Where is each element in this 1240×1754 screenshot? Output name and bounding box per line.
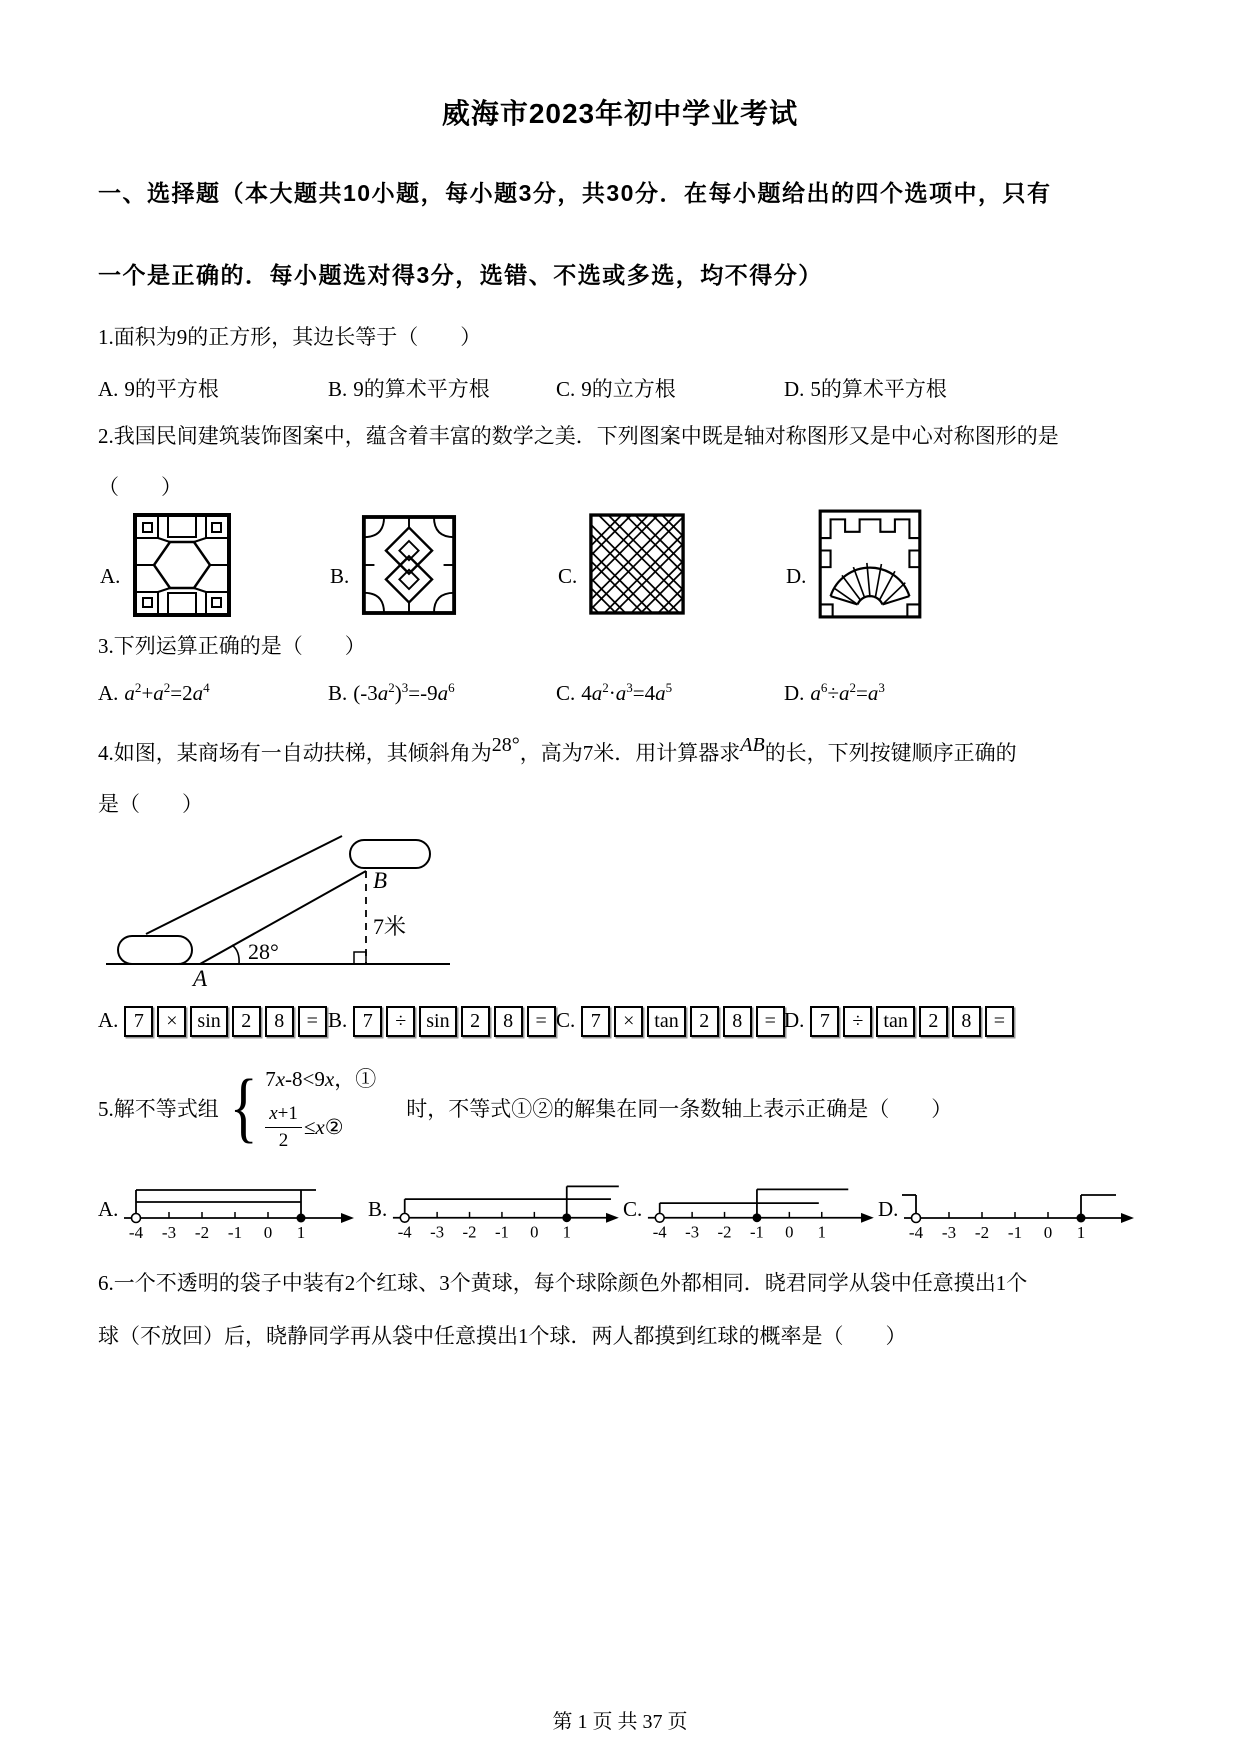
svg-text:1: 1 (1077, 1223, 1086, 1242)
question-2-stem-line1: 2.我国民间建筑装饰图案中，蕴含着丰富的数学之美．下列图案中既是轴对称图形又是中心对称图形的是 (98, 424, 1059, 448)
option-b (328, 1006, 556, 1037)
page-content (0, 92, 1240, 1350)
angle-arc (232, 945, 239, 964)
option-d (784, 373, 1142, 403)
escalator-foot (118, 936, 192, 964)
option-label: B. (328, 681, 348, 705)
inequality-2-relation: ≤x② (303, 1115, 344, 1139)
calculator-key: 7 (581, 1006, 610, 1037)
svg-text:-4: -4 (129, 1223, 144, 1242)
calculator-key: ÷ (386, 1006, 415, 1037)
option-a (98, 1168, 368, 1246)
calculator-key: 8 (265, 1006, 294, 1037)
svg-text:-1: -1 (750, 1222, 765, 1242)
option-label: A. (98, 1008, 119, 1032)
option-label: C. (556, 681, 576, 705)
option-label: D. (878, 1196, 899, 1221)
option-text: 5的算术平方根 (810, 377, 947, 401)
segment-name: AB (740, 734, 765, 756)
svg-text:-2: -2 (717, 1222, 732, 1242)
option-label: A. (98, 1196, 119, 1221)
page-footer: 第 1 页 共 37 页 (552, 1711, 688, 1733)
question-6 (98, 1270, 1142, 1350)
question-1-options (98, 373, 1142, 403)
point-a-label: A (193, 966, 208, 991)
question-2-stem-line2: （ ） (98, 475, 182, 499)
numberline-option-d (900, 1168, 1138, 1246)
option-label: D. (784, 1008, 805, 1032)
calculator-key: 2 (232, 1006, 261, 1037)
option-label: A. (98, 377, 119, 401)
option-c (556, 1006, 784, 1037)
formula: $(-3a^2)^3=-9a^6$ (353, 680, 455, 705)
calculator-key: tan (647, 1006, 685, 1037)
inequality-system (265, 1063, 376, 1152)
fraction-denominator: 2 (265, 1127, 302, 1152)
right-angle-mark (354, 952, 366, 964)
option-b (328, 680, 556, 706)
calculator-keys (810, 1006, 1017, 1037)
option-d (878, 1168, 1142, 1246)
calculator-key: 2 (919, 1006, 948, 1037)
fan-meander-pattern-image (818, 509, 922, 619)
option-d (784, 680, 1142, 706)
svg-text:-2: -2 (462, 1222, 477, 1242)
calculator-key: 7 (124, 1006, 153, 1037)
option-c (556, 509, 784, 619)
option-b (328, 509, 556, 619)
calculator-key: = (298, 1006, 327, 1037)
calculator-key: = (985, 1006, 1014, 1037)
escalator-lower-edge (200, 871, 366, 964)
inequality-2 (265, 1103, 376, 1152)
calculator-key: 2 (690, 1006, 719, 1037)
svg-text:1: 1 (562, 1222, 572, 1242)
calculator-key: 8 (723, 1006, 752, 1037)
question-6-stem-line1: 6.一个不透明的袋子中装有2个红球、3个黄球，每个球除颜色外都相同．晓君同学从袋中任意摸出1个 (98, 1271, 1028, 1295)
calculator-keys (581, 1006, 788, 1037)
calculator-key: = (527, 1006, 556, 1037)
calculator-key: × (157, 1006, 186, 1037)
option-d (784, 509, 1142, 619)
option-c (623, 1168, 878, 1246)
question-1-stem: 1.面积为9的正方形，其边长等于（ ） (98, 325, 482, 349)
question-4-options (98, 1006, 1142, 1037)
calculator-key: sin (419, 1006, 456, 1037)
option-label: C. (558, 564, 578, 588)
question-3 (98, 633, 1142, 706)
section-header-line2: 一个是正确的．每小题选对得3分，选错、不选或多选，均不得分） (98, 262, 823, 288)
question-4 (98, 732, 1142, 1037)
inequality-1: 7x-8<9x，① (265, 1067, 377, 1091)
svg-text:-3: -3 (685, 1222, 700, 1242)
stem-text: 5.解不等式组 (98, 1096, 219, 1121)
escalator-figure (98, 824, 468, 992)
escalator-head (350, 840, 430, 868)
option-label: C. (623, 1196, 643, 1221)
calculator-key: × (614, 1006, 643, 1037)
numberline-option-c (644, 1168, 878, 1246)
angle-label: 28° (248, 939, 279, 964)
svg-text:-4: -4 (909, 1223, 924, 1242)
section-header-line1: 一、选择题（本大题共10小题，每小题3分，共30分．在每小题给出的四个选项中，只有 (98, 180, 1052, 206)
section-header (98, 178, 1142, 290)
option-text: 9的算术平方根 (353, 377, 490, 401)
numberline-option-b (389, 1168, 623, 1246)
calculator-key: 8 (952, 1006, 981, 1037)
brace-symbol: { (229, 1063, 258, 1151)
option-label: B. (330, 564, 350, 588)
formula: $4a^2\cdot a^3=4a^5$ (581, 680, 673, 705)
option-b (328, 373, 556, 403)
option-label: B. (328, 377, 348, 401)
stem-text: 的长，下列按键顺序正确的 (764, 741, 1017, 765)
fraction-numerator: x+1 (269, 1103, 298, 1124)
stem-text: 4.如图，某商场有一自动扶梯，其倾斜角为 (98, 741, 492, 765)
question-5-stem (98, 1063, 1142, 1152)
question-3-stem: 3.下列运算正确的是（ ） (98, 634, 366, 658)
option-c (556, 680, 784, 706)
svg-text:-3: -3 (942, 1223, 957, 1242)
question-4-stem-line1 (98, 732, 1142, 767)
basket-weave-pattern-image (589, 509, 685, 619)
question-6-stem-line2: 球（不放回）后，晓静同学再从袋中任意摸出1个球．两人都摸到红球的概率是（ ） (98, 1324, 907, 1348)
svg-text:-3: -3 (162, 1223, 177, 1242)
option-label: D. (784, 681, 805, 705)
stem-text: ，高为7米．用计算器求 (519, 741, 741, 765)
formula: $a^6\div a^2=a^3$ (810, 680, 885, 705)
question-5 (98, 1063, 1142, 1246)
hexagon-lattice-pattern-image (132, 511, 232, 619)
calculator-key: tan (876, 1006, 914, 1037)
option-label: A. (100, 564, 121, 588)
svg-text:-1: -1 (228, 1223, 243, 1242)
calculator-key: 7 (353, 1006, 382, 1037)
svg-text:-1: -1 (495, 1222, 510, 1242)
option-a (98, 680, 328, 706)
angle-value: 28° (491, 734, 520, 756)
calculator-key: sin (190, 1006, 227, 1037)
option-label: B. (368, 1196, 388, 1221)
svg-text:-4: -4 (653, 1222, 667, 1242)
question-2-options (98, 509, 1142, 619)
calculator-key: 2 (461, 1006, 490, 1037)
svg-text:0: 0 (1044, 1223, 1053, 1242)
svg-text:-4: -4 (398, 1222, 412, 1242)
option-label: A. (98, 681, 119, 705)
option-b (368, 1168, 623, 1246)
escalator-figure-wrap (98, 824, 1142, 992)
option-label: B. (328, 1008, 348, 1032)
formula: $a^2+a^2=2a^4$ (124, 680, 210, 705)
calculator-key: 7 (810, 1006, 839, 1037)
fraction (265, 1103, 302, 1152)
question-1 (98, 324, 1142, 403)
calculator-key: = (756, 1006, 785, 1037)
question-2 (98, 423, 1142, 619)
option-d (784, 1006, 1142, 1037)
option-label: C. (556, 377, 576, 401)
option-a (98, 373, 328, 403)
page-title: 威海市2023年初中学业考试 (441, 98, 799, 129)
calculator-keys (124, 1006, 330, 1037)
question-3-options (98, 680, 1142, 706)
calculator-key: 8 (494, 1006, 523, 1037)
stem-text: 时，不等式①②的解集在同一条数轴上表示正确是（ ） (406, 1096, 953, 1121)
question-5-options (98, 1168, 1142, 1246)
escalator-upper-edge (146, 836, 342, 934)
calculator-key: ÷ (843, 1006, 872, 1037)
svg-text:0: 0 (785, 1222, 794, 1242)
option-label: D. (786, 564, 807, 588)
svg-text:0: 0 (530, 1222, 539, 1242)
height-label: 7米 (373, 914, 407, 939)
option-text: 9的平方根 (124, 377, 219, 401)
option-a (98, 509, 328, 619)
svg-text:1: 1 (817, 1222, 827, 1242)
question-4-stem-line2: 是（ ） (98, 792, 203, 816)
calculator-keys (353, 1006, 559, 1037)
svg-text:-1: -1 (1008, 1223, 1023, 1242)
svg-text:-2: -2 (195, 1223, 210, 1242)
svg-text:-3: -3 (430, 1222, 445, 1242)
svg-text:-2: -2 (975, 1223, 990, 1242)
svg-text:0: 0 (264, 1223, 273, 1242)
option-label: C. (556, 1008, 576, 1032)
point-b-label: B (373, 868, 388, 893)
option-a (98, 1006, 328, 1037)
option-c (556, 373, 784, 403)
interlocked-diamonds-pattern-image (361, 511, 457, 619)
option-text: 9的立方根 (581, 377, 676, 401)
numberline-option-a (120, 1168, 358, 1246)
option-label: D. (784, 377, 805, 401)
svg-text:1: 1 (297, 1223, 306, 1242)
